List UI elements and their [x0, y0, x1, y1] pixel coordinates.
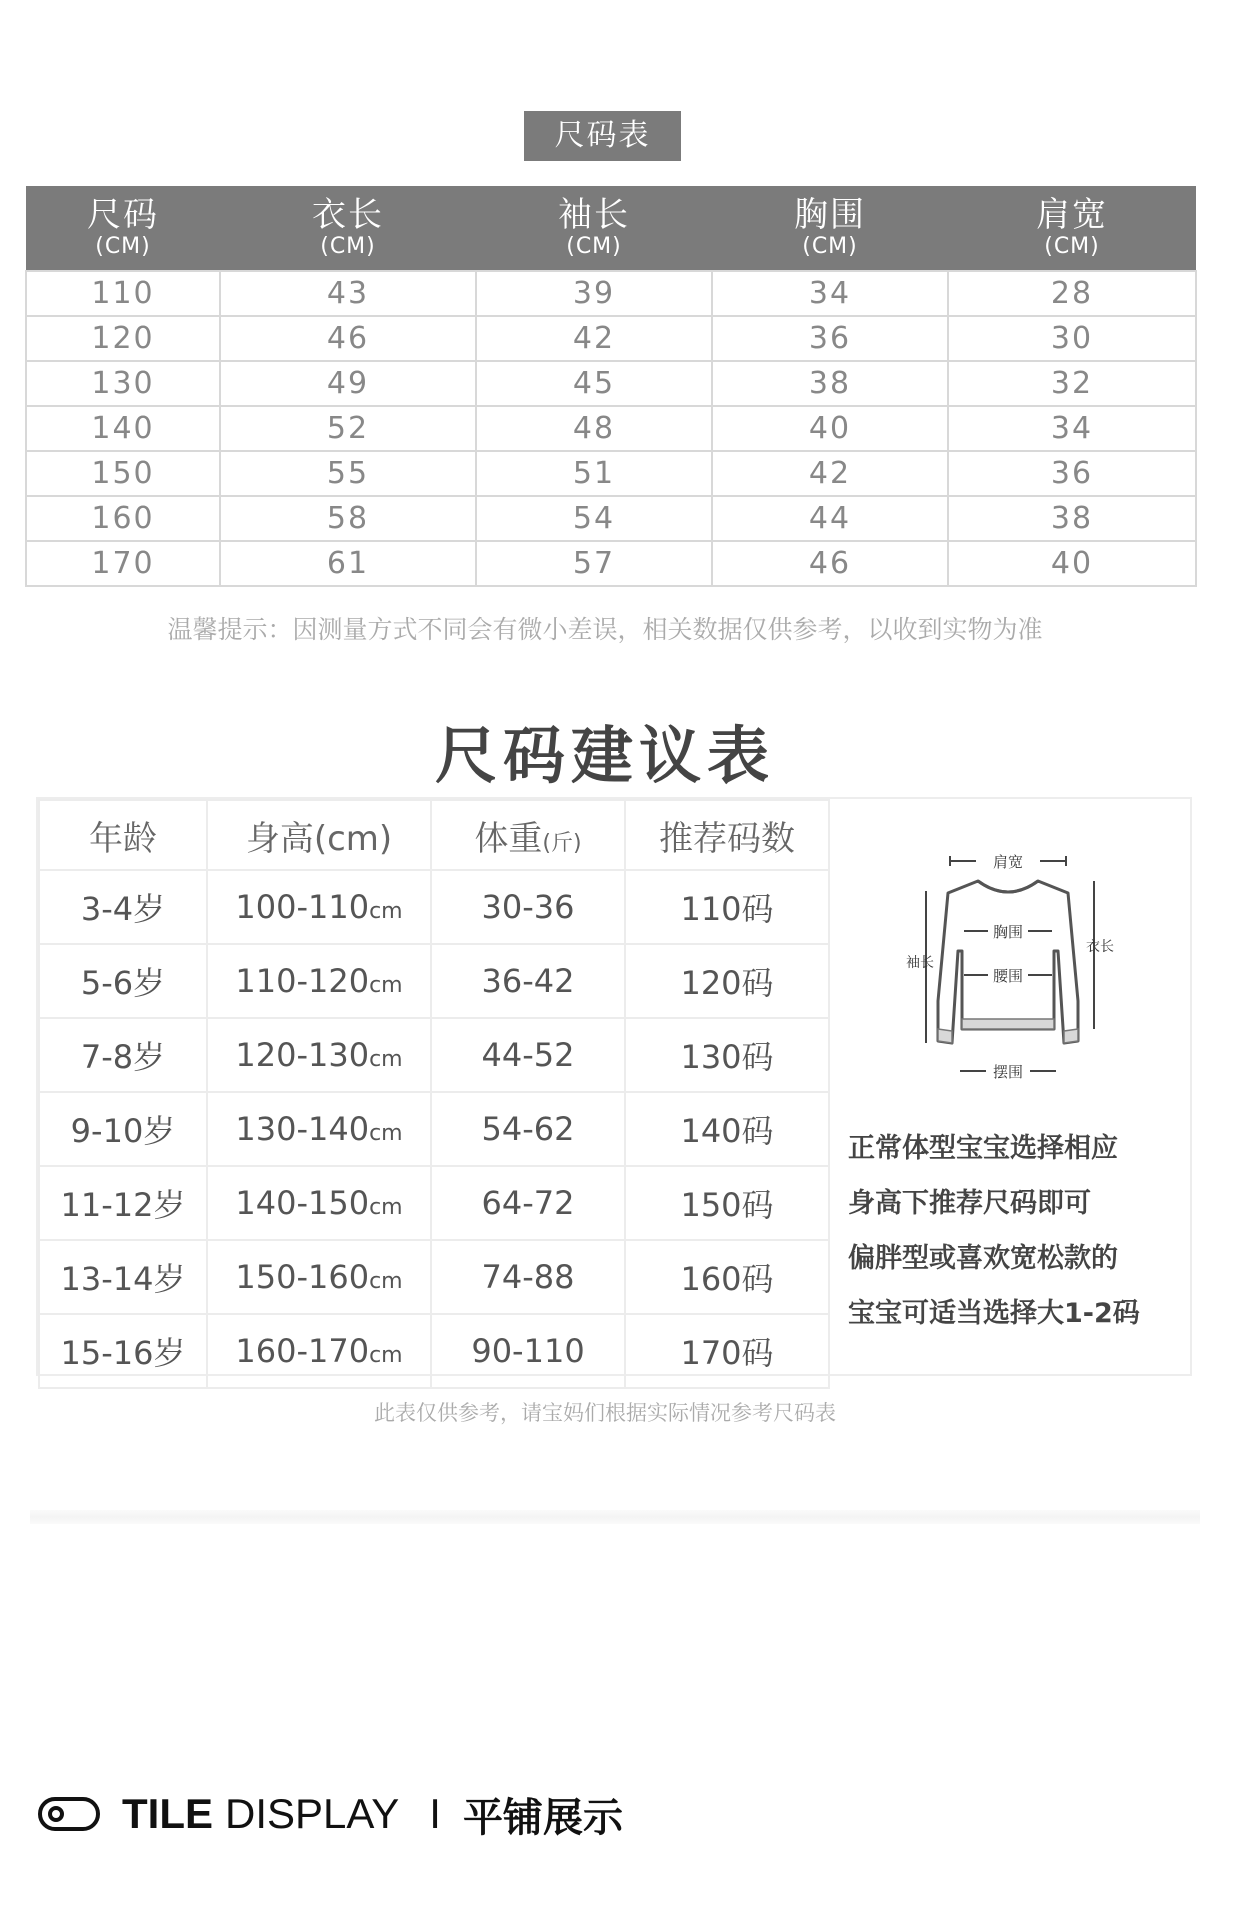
advice-line: 宝宝可适当选择大1-2码 [848, 1298, 1140, 1329]
table-cell: 58 [220, 496, 476, 541]
table-cell: 150 [26, 451, 220, 496]
header-chest: 胸围 (CM) [712, 186, 948, 271]
diagram-label-sleeve: 袖长 [906, 955, 934, 971]
header-recommended-size: 推荐码数 [625, 800, 829, 870]
sweater-diagram-icon [906, 851, 1114, 1091]
recommend-table [38, 799, 830, 1389]
table-row [26, 361, 1196, 406]
table-row [39, 1240, 829, 1314]
table-cell: 38 [712, 361, 948, 406]
table-cell: 110-120cm [207, 944, 431, 1018]
table-cell: 170码 [625, 1314, 829, 1388]
advice-line: 身高下推荐尺码即可 [848, 1188, 1091, 1219]
size-table-header-row [26, 186, 1196, 271]
recommend-table-note: 此表仅供参考，请宝妈们根据实际情况参考尺码表 [374, 1401, 836, 1425]
table-cell: 36-42 [431, 944, 625, 1018]
table-cell: 100-110cm [207, 870, 431, 944]
table-cell: 11-12岁 [39, 1166, 207, 1240]
size-advice [848, 1121, 1188, 1341]
table-row [39, 870, 829, 944]
header-sleeve: 袖长 (CM) [476, 186, 712, 271]
table-cell: 34 [712, 271, 948, 316]
table-cell: 7-8岁 [39, 1018, 207, 1092]
table-cell: 13-14岁 [39, 1240, 207, 1314]
measurement-panel [828, 799, 1190, 1374]
table-row [26, 496, 1196, 541]
table-cell: 34 [948, 406, 1196, 451]
diagram-label-waist: 腰围 [992, 967, 1024, 985]
header-weight: 体重(斤) [431, 800, 625, 870]
table-cell: 49 [220, 361, 476, 406]
table-row [39, 1092, 829, 1166]
recommend-table-title: 尺码建议表 [434, 719, 775, 792]
heading-separator: I [429, 1790, 441, 1837]
heading-cn: 平铺展示 [462, 1794, 623, 1841]
table-cell: 44-52 [431, 1018, 625, 1092]
table-cell: 30 [948, 316, 1196, 361]
table-cell: 52 [220, 406, 476, 451]
table-cell: 32 [948, 361, 1196, 406]
diagram-label-length: 衣长 [1086, 939, 1114, 955]
recommend-panel [36, 797, 1192, 1376]
table-cell: 160 [26, 496, 220, 541]
table-cell: 30-36 [431, 870, 625, 944]
diagram-label-shoulder: 肩宽 [992, 853, 1024, 871]
table-cell: 48 [476, 406, 712, 451]
advice-line: 偏胖型或喜欢宽松款的 [848, 1243, 1118, 1274]
header-height: 身高(cm) [207, 800, 431, 870]
header-age: 年龄 [39, 800, 207, 870]
table-cell: 42 [476, 316, 712, 361]
table-cell: 61 [220, 541, 476, 586]
table-cell: 39 [476, 271, 712, 316]
table-row [26, 271, 1196, 316]
table-row [39, 1018, 829, 1092]
table-cell: 15-16岁 [39, 1314, 207, 1388]
table-cell: 5-6岁 [39, 944, 207, 1018]
table-cell: 90-110 [431, 1314, 625, 1388]
table-cell: 46 [712, 541, 948, 586]
table-cell: 140码 [625, 1092, 829, 1166]
table-cell: 140 [26, 406, 220, 451]
table-cell: 160-170cm [207, 1314, 431, 1388]
table-cell: 130码 [625, 1018, 829, 1092]
table-cell: 160码 [625, 1240, 829, 1314]
table-cell: 46 [220, 316, 476, 361]
table-row [39, 944, 829, 1018]
table-cell: 36 [712, 316, 948, 361]
header-size: 尺码 (CM) [26, 186, 220, 271]
diagram-label-hem: 摆围 [992, 1063, 1024, 1081]
divider [30, 1510, 1200, 1524]
table-cell: 130-140cm [207, 1092, 431, 1166]
table-cell: 120-130cm [207, 1018, 431, 1092]
header-length: 衣长 (CM) [220, 186, 476, 271]
size-table-title: 尺码表 [524, 111, 681, 161]
table-cell: 45 [476, 361, 712, 406]
table-cell: 120 [26, 316, 220, 361]
diagram-label-chest: 胸围 [992, 923, 1024, 941]
table-cell: 3-4岁 [39, 870, 207, 944]
table-cell: 150-160cm [207, 1240, 431, 1314]
advice-line: 正常体型宝宝选择相应 [848, 1133, 1118, 1164]
table-cell: 9-10岁 [39, 1092, 207, 1166]
table-cell: 110码 [625, 870, 829, 944]
table-cell: 40 [948, 541, 1196, 586]
table-row [26, 406, 1196, 451]
tile-display-heading [38, 1784, 623, 1844]
table-cell: 64-72 [431, 1166, 625, 1240]
table-row [26, 316, 1196, 361]
table-cell: 120码 [625, 944, 829, 1018]
heading-en-bold: TILE [122, 1790, 213, 1837]
recommend-header-row [39, 800, 829, 870]
table-row [39, 1314, 829, 1388]
table-cell: 43 [220, 271, 476, 316]
table-cell: 110 [26, 271, 220, 316]
table-cell: 74-88 [431, 1240, 625, 1314]
table-row [39, 1166, 829, 1240]
table-row [26, 451, 1196, 496]
table-cell: 36 [948, 451, 1196, 496]
table-cell: 170 [26, 541, 220, 586]
table-cell: 54-62 [431, 1092, 625, 1166]
table-cell: 44 [712, 496, 948, 541]
table-cell: 38 [948, 496, 1196, 541]
size-table [25, 186, 1197, 587]
header-shoulder: 肩宽 (CM) [948, 186, 1196, 271]
toggle-icon [38, 1796, 100, 1832]
table-cell: 57 [476, 541, 712, 586]
table-cell: 54 [476, 496, 712, 541]
table-cell: 140-150cm [207, 1166, 431, 1240]
size-table-note: 温馨提示：因测量方式不同会有微小差误，相关数据仅供参考，以收到实物为准 [167, 615, 1043, 644]
table-cell: 130 [26, 361, 220, 406]
table-cell: 42 [712, 451, 948, 496]
table-cell: 150码 [625, 1166, 829, 1240]
table-cell: 51 [476, 451, 712, 496]
table-cell: 40 [712, 406, 948, 451]
table-cell: 28 [948, 271, 1196, 316]
heading-en: DISPLAY [225, 1790, 400, 1837]
table-row [26, 541, 1196, 586]
table-cell: 55 [220, 451, 476, 496]
